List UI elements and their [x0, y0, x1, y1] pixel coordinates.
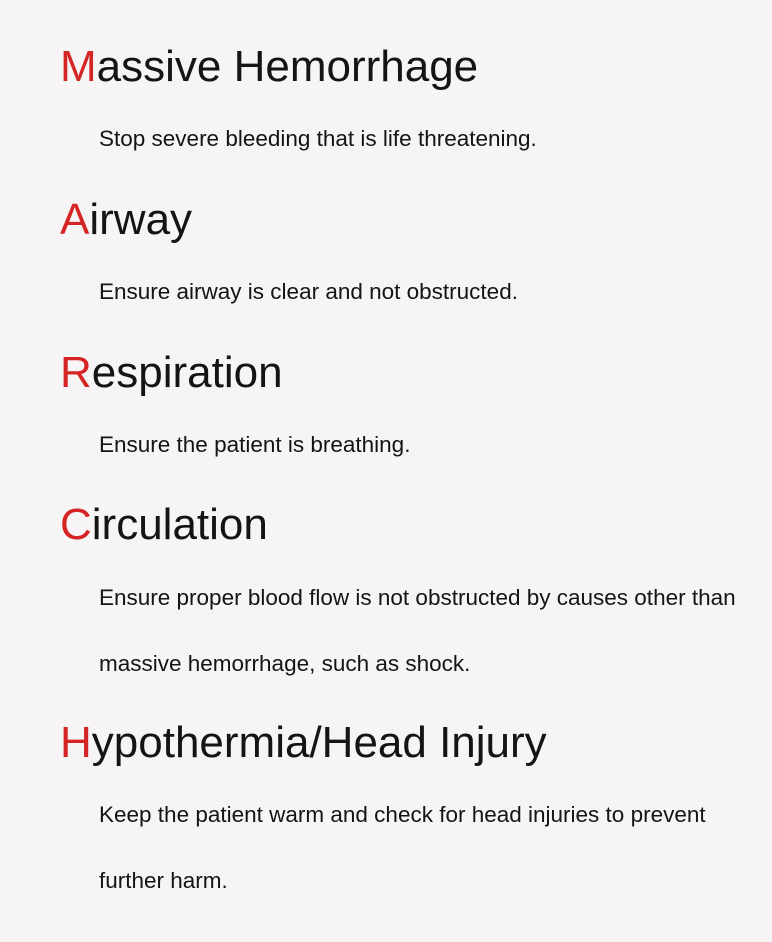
section-heading: [60, 194, 192, 246]
section-heading-rest: irway: [89, 195, 193, 244]
section-heading-rest: irculation: [91, 500, 268, 549]
section-heading: [60, 347, 283, 399]
section-description: Stop severe bleeding that is life threatening.: [99, 126, 537, 151]
section-description: Ensure airway is clear and not obstructed.: [99, 279, 518, 304]
section-initial: R: [60, 348, 92, 397]
section-description: Ensure proper blood flow is not obstructed by causes other than massive hemorrhage, such as shock.: [99, 585, 736, 676]
section-initial: H: [60, 718, 92, 767]
section-heading-rest: ypothermia/Head Injury: [91, 718, 547, 767]
section-description: Keep the patient warm and check for head injuries to prevent further harm.: [99, 802, 706, 893]
section-initial: A: [60, 195, 90, 244]
section-heading-rest: espiration: [91, 348, 283, 397]
section-description: Ensure the patient is breathing.: [99, 432, 411, 457]
section-initial: C: [60, 500, 92, 549]
section-heading-rest: assive Hemorrhage: [96, 42, 479, 91]
section-heading: [60, 41, 478, 93]
section-heading: [60, 717, 547, 769]
section-initial: M: [60, 42, 97, 91]
section-heading: [60, 499, 268, 551]
